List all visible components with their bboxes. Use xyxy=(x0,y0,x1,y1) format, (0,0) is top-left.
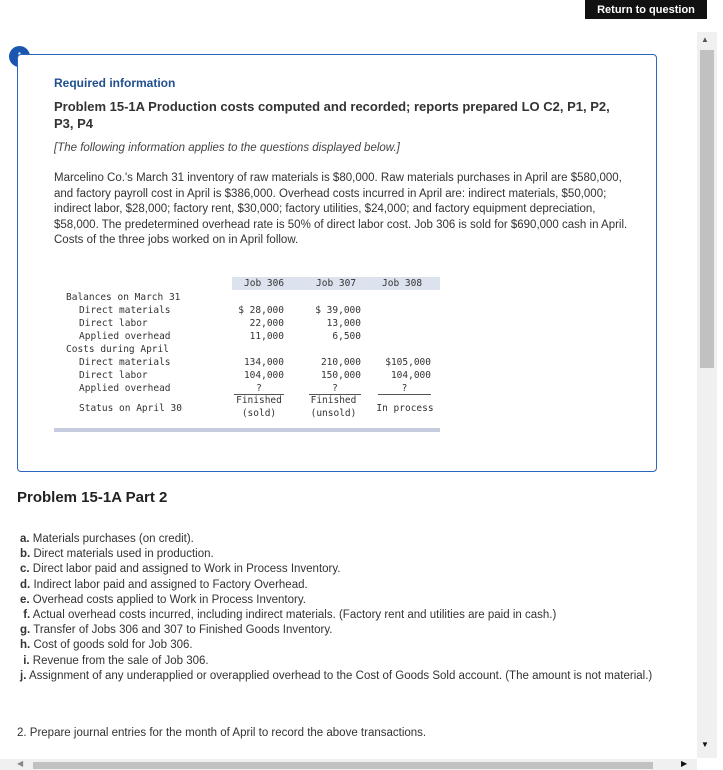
problem-description: Marcelino Co.'s March 31 inventory of raw materials is $80,000. Raw materials purchases in April are $580,000, and factory payroll cost in April is $386,000. Overhead costs incurred in April are: indirect materials, $50,000; indirect labor, $28,000; factory rent, $30,000; factory utilities, $24,000; and factory equipment depreciation, $58,000. The predetermined overhead rate is 50% of direct labor cost. Job 306 is sold for $690,000 cash in April. Costs of the three jobs worked on in April follow. xyxy=(54,172,628,246)
cell-306-oh-april: ? xyxy=(234,383,284,395)
cell-307-oh-april: ? xyxy=(309,383,361,395)
row-label: Direct materials xyxy=(79,357,171,368)
status-308: In process xyxy=(376,403,434,414)
cell-307-dl-april: 150,000 xyxy=(320,370,361,381)
row-label: Direct labor xyxy=(79,318,148,329)
scroll-down-icon[interactable]: ▼ xyxy=(701,740,709,749)
applies-note: [The following information applies to the questions displayed below.] xyxy=(54,142,400,154)
list-item: a. Materials purchases (on credit). xyxy=(20,533,194,545)
row-label: Balances on March 31 xyxy=(66,292,181,303)
cell-307-dm-april: 210,000 xyxy=(320,357,361,368)
list-item: c. Direct labor paid and assigned to Work in Process Inventory. xyxy=(20,563,341,576)
list-item: h. Cost of goods sold for Job 306. xyxy=(20,639,193,652)
table-bottom-rule xyxy=(54,428,440,432)
header-job-307: Job 307 xyxy=(316,278,357,289)
prepare-instruction: 2. Prepare journal entries for the month of April to record the above transactions. xyxy=(17,727,427,739)
row-label: Direct materials xyxy=(79,305,171,316)
row-label: Direct labor xyxy=(79,370,148,381)
transaction-list xyxy=(20,532,692,684)
horizontal-scroll-thumb[interactable] xyxy=(33,762,653,769)
cell-307-dm-begin: $ 39,000 xyxy=(315,305,361,316)
cell-308-oh-april: ? xyxy=(378,383,431,395)
scroll-right-icon[interactable]: ▶ xyxy=(681,759,688,768)
list-item: f. Actual overhead costs incurred, including indirect materials. (Factory rent and utilities are paid in cash.) xyxy=(23,609,557,622)
row-label: Costs during April xyxy=(66,344,169,355)
list-item: g. Transfer of Jobs 306 and 307 to Finished Goods Inventory. xyxy=(20,624,333,637)
list-item: d. Indirect labor paid and assigned to Factory Overhead. xyxy=(20,578,308,591)
cell-308-dl-april: 104,000 xyxy=(390,370,431,381)
problem-title: Problem 15-1A Production costs computed and recorded; reports prepared LO C2, P1, P2, P3, P4 xyxy=(54,99,610,131)
status-306-line1: Finished xyxy=(236,395,282,406)
vertical-scroll-thumb[interactable] xyxy=(700,50,714,368)
status-306-line2: (sold) xyxy=(241,408,277,419)
row-label: Applied overhead xyxy=(79,383,171,394)
cell-307-oh-begin: 6,500 xyxy=(332,331,361,342)
cell-307-dl-begin: 13,000 xyxy=(326,318,361,329)
cell-306-dl-april: 104,000 xyxy=(243,370,284,381)
list-item: b. Direct materials used in production. xyxy=(20,548,214,561)
cell-308-dm-april: $105,000 xyxy=(385,357,431,368)
list-item: e. Overhead costs applied to Work in Process Inventory. xyxy=(20,593,306,606)
scroll-left-icon[interactable]: ◀ xyxy=(17,759,24,768)
required-information-heading: Required information xyxy=(54,76,176,90)
status-307-line1: Finished xyxy=(310,395,357,406)
list-item: j. Assignment of any underapplied or overapplied overhead to the Cost of Goods Sold account. (The amount is not material.) xyxy=(20,669,653,682)
status-307-line2: (unsold) xyxy=(310,408,357,419)
return-to-question-button[interactable]: Return to question xyxy=(585,0,707,19)
row-label: Applied overhead xyxy=(79,331,171,342)
cell-306-dm-april: 134,000 xyxy=(243,357,284,368)
header-job-308: Job 308 xyxy=(382,278,423,289)
status-label: Status on April 30 xyxy=(79,403,182,414)
part-title: Problem 15-1A Part 2 xyxy=(17,489,168,506)
scroll-up-icon[interactable]: ▲ xyxy=(701,35,709,44)
cell-306-dl-begin: 22,000 xyxy=(249,318,284,329)
header-job-306: Job 306 xyxy=(244,278,285,289)
cell-306-dm-begin: $ 28,000 xyxy=(238,305,284,316)
list-item: i. Revenue from the sale of Job 306. xyxy=(23,654,209,667)
required-information-panel xyxy=(17,54,657,472)
cell-306-oh-begin: 11,000 xyxy=(249,331,284,342)
